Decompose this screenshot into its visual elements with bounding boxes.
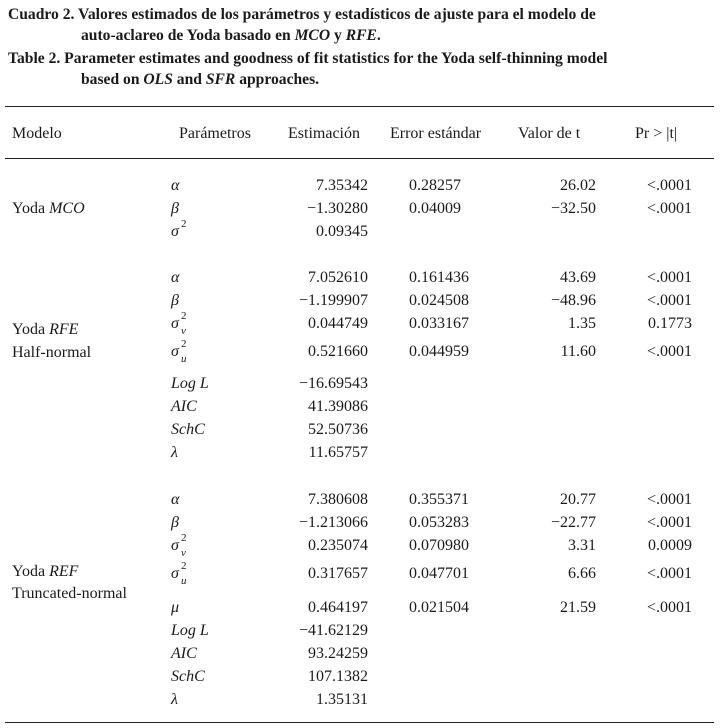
header-t-value: Valor de t <box>518 125 581 142</box>
header-pr: Pr > |t| <box>635 125 678 142</box>
std-error-value: 0.044959 <box>409 343 469 360</box>
pr-value: <.0001 <box>646 343 692 360</box>
t-value: −22.77 <box>550 514 596 531</box>
caption-en-sfr: SFR <box>205 71 236 88</box>
model-mco-prefix: Yoda <box>12 200 50 217</box>
t-value: 20.77 <box>560 491 596 508</box>
t-value: 3.31 <box>568 537 596 554</box>
t-value: 43.69 <box>560 269 596 286</box>
param-sigma-squared <box>171 218 187 242</box>
caption-es-and: y <box>330 27 346 44</box>
estimate-value: 0.464197 <box>308 599 368 616</box>
caption-en-line2 <box>8 69 716 90</box>
superscript-two: 2 <box>181 310 187 322</box>
param-schc: SchC <box>171 421 205 438</box>
t-value: 1.35 <box>568 315 596 332</box>
model-rfe-dist: Half-normal <box>12 344 92 361</box>
model-ref <box>12 562 78 582</box>
estimate-value: −41.62129 <box>298 622 368 639</box>
pr-value: <.0001 <box>646 269 692 286</box>
model-ref-prefix: Yoda <box>12 563 50 580</box>
caption-en-ols: OLS <box>143 71 173 88</box>
param-sigma-v-squared <box>171 532 187 559</box>
std-error-value: 0.28257 <box>409 177 461 194</box>
model-rfe-name: RFE <box>49 321 79 338</box>
sigma-symbol: σ <box>171 315 179 332</box>
estimate-value: 93.24259 <box>308 645 368 662</box>
estimate-value: 0.044749 <box>308 315 368 332</box>
superscript-two: 2 <box>181 532 187 544</box>
estimate-value: −16.69543 <box>298 375 368 392</box>
std-error-value: 0.04009 <box>409 200 461 217</box>
model-rfe <box>12 320 78 340</box>
table-header-rule <box>5 158 714 159</box>
t-value: −48.96 <box>550 292 596 309</box>
pr-value: 0.0009 <box>648 537 692 554</box>
sigma-symbol: σ <box>171 537 179 554</box>
header-model: Modelo <box>12 125 62 142</box>
t-value: 21.59 <box>560 599 596 616</box>
caption-en-line1: Table 2. Parameter estimates and goodness of fit statistics for the Yoda self-thinning model <box>8 50 608 67</box>
sigma-symbol: σ <box>171 565 179 582</box>
std-error-value: 0.033167 <box>409 315 469 332</box>
estimate-value: −1.30280 <box>306 200 368 217</box>
pr-value: <.0001 <box>646 514 692 531</box>
param-alpha: α <box>171 177 180 194</box>
estimate-value: 11.65757 <box>308 444 368 461</box>
caption-es-line2 <box>8 25 716 46</box>
pr-value: <.0001 <box>646 599 692 616</box>
t-value: 6.66 <box>568 565 596 582</box>
estimate-value: 1.35131 <box>316 691 368 708</box>
superscript-two: 2 <box>181 338 187 350</box>
std-error-value: 0.024508 <box>409 292 469 309</box>
pr-value: 0.1773 <box>648 315 692 332</box>
param-alpha: α <box>171 491 180 508</box>
estimate-value: 0.235074 <box>308 537 368 554</box>
estimate-value: 0.521660 <box>308 343 368 360</box>
std-error-value: 0.047701 <box>409 565 469 582</box>
caption-spanish <box>8 4 716 46</box>
caption-english <box>8 48 716 90</box>
superscript-two: 2 <box>181 560 187 572</box>
pr-value: <.0001 <box>646 292 692 309</box>
caption-en-and: and <box>172 71 206 88</box>
estimate-value: 7.35342 <box>316 177 368 194</box>
subscript-v: v <box>181 325 186 337</box>
param-schc: SchC <box>171 668 205 685</box>
param-lambda: λ <box>171 691 178 708</box>
subscript-v: v <box>181 547 186 559</box>
pr-value: <.0001 <box>646 565 692 582</box>
superscript-two: 2 <box>181 218 187 230</box>
estimate-value: 7.380608 <box>308 491 368 508</box>
t-value: −32.50 <box>550 200 596 217</box>
subscript-u: u <box>181 575 187 587</box>
std-error-value: 0.021504 <box>409 599 469 616</box>
header-std-error: Error estándar <box>390 125 482 142</box>
param-sigma-v-squared <box>171 310 187 337</box>
pr-value: <.0001 <box>646 491 692 508</box>
caption-es-line1: Cuadro 2. Valores estimados de los parámetros y estadísticos de ajuste para el modelo de <box>8 6 596 23</box>
param-sigma-u-squared <box>171 560 187 587</box>
model-ref-dist: Truncated-normal <box>12 585 127 602</box>
table-bottom-rule <box>5 722 714 723</box>
param-mu: μ <box>171 599 180 616</box>
t-value: 26.02 <box>560 177 596 194</box>
caption-en-text: based on <box>81 71 144 88</box>
header-params: Parámetros <box>179 125 251 142</box>
std-error-value: 0.355371 <box>409 491 469 508</box>
estimate-value: 107.1382 <box>308 668 368 685</box>
table-top-rule <box>5 106 714 107</box>
param-beta: β <box>171 200 179 217</box>
estimate-value: 0.317657 <box>308 565 368 582</box>
estimate-value: 41.39086 <box>308 398 368 415</box>
caption-en-end: approaches. <box>235 71 320 88</box>
estimate-value: 0.09345 <box>316 223 368 240</box>
header-estimate: Estimación <box>288 125 360 142</box>
estimate-value: 52.50736 <box>308 421 368 438</box>
estimate-value: −1.213066 <box>298 514 368 531</box>
param-beta: β <box>171 292 179 309</box>
sigma-symbol: σ <box>171 343 179 360</box>
sigma-symbol: σ <box>171 223 179 240</box>
param-log-l: Log L <box>171 375 209 392</box>
param-beta: β <box>171 514 179 531</box>
caption-es-rfe: RFE <box>345 27 377 44</box>
param-aic: AIC <box>171 645 197 662</box>
std-error-value: 0.053283 <box>409 514 469 531</box>
pr-value: <.0001 <box>646 200 692 217</box>
param-lambda: λ <box>171 444 178 461</box>
subscript-u: u <box>181 353 187 365</box>
param-alpha: α <box>171 269 180 286</box>
caption-es-mco: MCO <box>294 27 331 44</box>
t-value: 11.60 <box>560 343 596 360</box>
model-rfe-prefix: Yoda <box>12 321 50 338</box>
model-mco <box>12 199 85 219</box>
std-error-value: 0.070980 <box>409 537 469 554</box>
std-error-value: 0.161436 <box>409 269 469 286</box>
pr-value: <.0001 <box>646 177 692 194</box>
param-log-l: Log L <box>171 622 209 639</box>
estimate-value: −1.199907 <box>298 292 368 309</box>
param-sigma-u-squared <box>171 338 187 365</box>
caption-es-text: auto-aclareo de Yoda basado en <box>81 27 295 44</box>
caption-es-end: . <box>376 27 381 44</box>
param-aic: AIC <box>171 398 197 415</box>
model-mco-name: MCO <box>49 200 85 217</box>
estimate-value: 7.052610 <box>308 269 368 286</box>
model-ref-name: REF <box>49 563 79 580</box>
